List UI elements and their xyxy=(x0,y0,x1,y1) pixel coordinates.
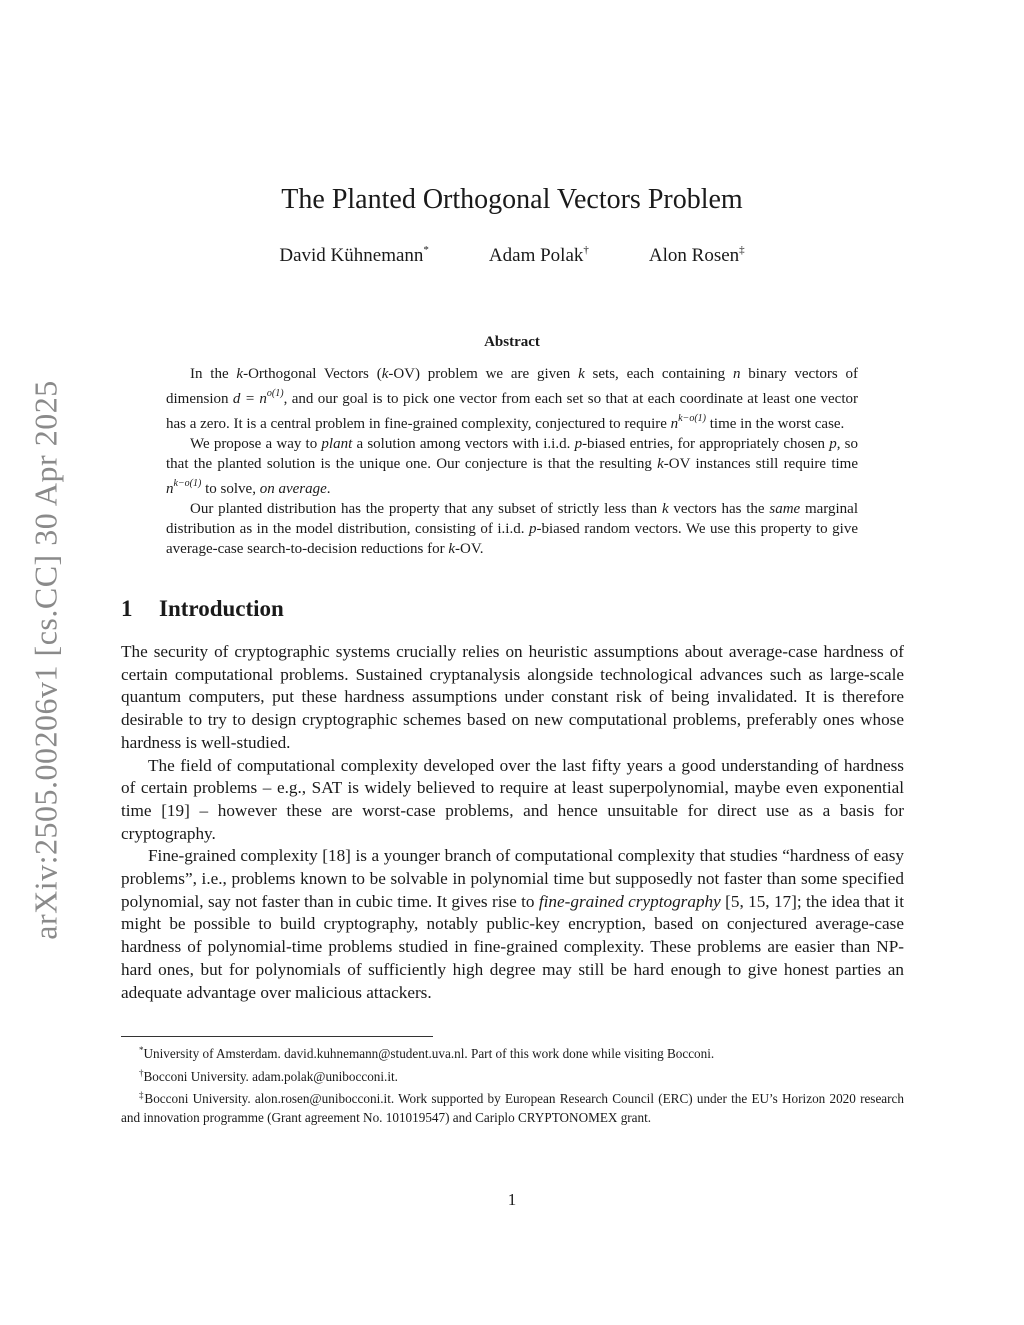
page-number: 1 xyxy=(507,1190,517,1209)
footnote-3: ‡Bocconi University. alon.rosen@unibocconi.it. Work supported by European Research Council (ERC) under the EU’s Horizon 2020 research and innovation programme (Grant agreement No. 101019547) and Cariplo CRYPTONOMEX grant. xyxy=(121,1090,904,1125)
author-3-mark: ‡ xyxy=(739,244,745,256)
author-2-name: Adam Polak xyxy=(488,245,584,266)
abstract-paragraph-3: Our planted distribution has the property that any subset of strictly less than k vectors has the same marginal distribution as in the model distribution, consisting of i.i.d. p-biased random vectors. We use this property to give average-case search-to-decision reductions for k-OV. xyxy=(166,501,859,557)
author-1 xyxy=(279,244,429,267)
footnote-1: *University of Amsterdam. david.kuhnemann@student.uva.nl. Part of this work done while visiting Bocconi. xyxy=(139,1045,715,1061)
author-3 xyxy=(649,244,745,267)
author-2-mark: † xyxy=(583,244,589,256)
section-number: 1 xyxy=(121,596,133,621)
abstract-paragraph-1: In the k-Orthogonal Vectors (k-OV) problem we are given k sets, each containing n binary vectors of dimension $d = n^{o(1)}$, and our goal is to pick one vector from each set so that at each coordinate at least one vector has a zero. It is a central problem in fine-grained complexity, conjectured to require $n^{k-o(1)}$ time in the worst case. xyxy=(166,366,858,432)
author-3-name: Alon Rosen xyxy=(648,245,740,266)
section-heading-introduction xyxy=(121,596,284,622)
body-paragraph-3: Fine-grained complexity [18] is a younger branch of computational complexity that studies “hardness of easy problems”, i.e., problems known to be solvable in polynomial time but supposedly not faster than some specified polynomial, say not faster than in cubic time. It gives rise to fine-grained cryptography [5, 15, 17]; the idea that it might be possible to build cryptography, notably public-key encryption, based on conjectured average-case hardness of polynomial-time problems studied in fine-grained complexity. These problems are easier than NP-hard ones, but for polynomials of sufficiently high degree may still be hard enough to give honest parties an adequate advantage over malicious attackers. xyxy=(121,846,904,1002)
author-1-name: David Kühnemann xyxy=(279,245,424,266)
section-title: Introduction xyxy=(159,596,284,621)
body-paragraph-1: The security of cryptographic systems crucially relies on heuristic assumptions about average-case hardness of certain computational problems. Sustained cryptanalysis alongside technological advances such as large-scale quantum computers, put these hardness assumptions under constant risk of being invalidated. It is therefore desirable to try to design cryptographic schemes based on new computational problems, preferably ones whose hardness is well-studied. xyxy=(121,642,904,752)
arxiv-identifier-stamp: arXiv:2505.00206v1 [cs.CC] 30 Apr 2025 xyxy=(27,380,64,940)
footnotes xyxy=(121,1041,904,1127)
footnote-2: †Bocconi University. adam.polak@unibocconi.it. xyxy=(139,1067,398,1084)
body-paragraph-2: The field of computational complexity developed over the last fifty years a good understanding of hardness of certain problems – e.g., SAT is widely believed to require at least superpolynomial, maybe even exponential time [19] – however these are worst-case problems, and hence unsuitable for direct use as a basis for cryptography. xyxy=(121,755,904,843)
footnote-divider xyxy=(121,1036,433,1037)
paper-title: The Planted Orthogonal Vectors Problem xyxy=(281,184,743,215)
abstract-heading: Abstract xyxy=(484,334,540,350)
introduction-body xyxy=(121,641,904,1004)
abstract-paragraph-2: We propose a way to plant a solution among vectors with i.i.d. p-biased entries, for appropriately chosen p, so that the planted solution is the unique one. Our conjecture is that the resulting k-OV instances still require time $n^{k-o(1)}$ to solve, on average. xyxy=(166,436,859,497)
author-2 xyxy=(489,244,589,267)
author-list xyxy=(0,244,1024,267)
abstract-body xyxy=(166,364,858,559)
author-1-mark: * xyxy=(423,244,429,256)
